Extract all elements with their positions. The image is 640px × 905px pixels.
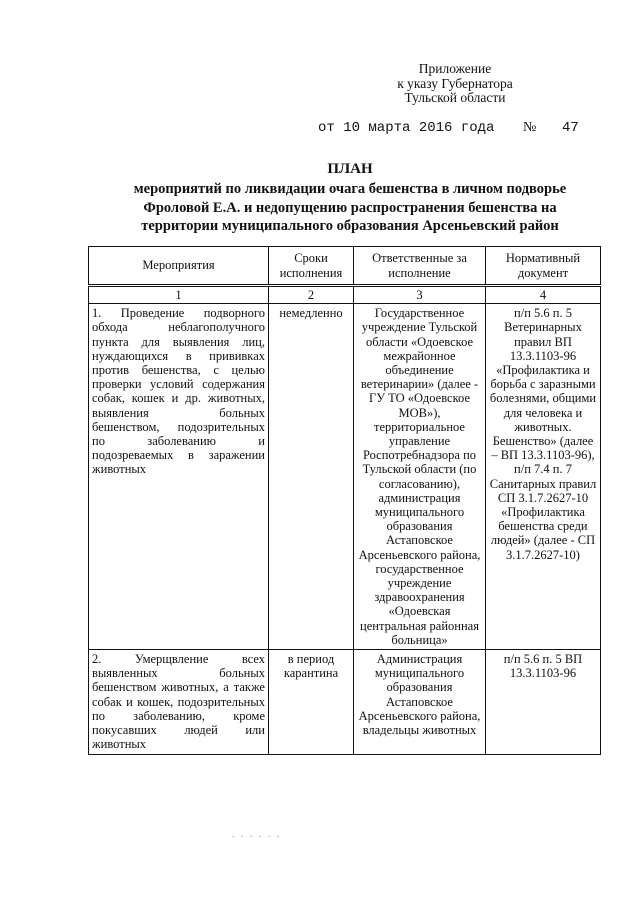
table-number-row — [89, 286, 601, 304]
column-number-3: 3 — [354, 286, 486, 304]
row-responsible: Государственное учреждение Тульской области «Одоевское межрайонное объединение ветеринарии» (далее - ГУ ТО «Одоевское МОВ»), территориальное управление Роспотребнадзора по Тульской области (по согласованию), администрация муниципального образования Астаповское Арсеньевского района, государственное учреждение здравоохранения «Одоевская центральная районная больница» — [354, 304, 486, 650]
subtitle-line-2: Фроловой Е.А. и недопущению распространения бешенства на — [143, 199, 557, 216]
table-header-row — [89, 247, 601, 286]
subtitle-line-1: мероприятий по ликвидации очага бешенства в личном подворье — [133, 181, 567, 197]
decree-number: 47 — [562, 120, 579, 136]
appendix-line-1: Приложение — [418, 61, 492, 76]
header-deadline: Сроки исполнения — [269, 247, 354, 286]
row-responsible: Администрация муниципального образования Астаповское Арсеньевского района, владельцы животных — [354, 650, 486, 754]
appendix-line-3: Тульской области — [404, 90, 506, 105]
plan-table — [88, 246, 601, 755]
row-measure: 2. Умерщвление всех выявленных больных бешенством животных, а также собак и кошек, подозрительных по заболеванию, кроме покусавших людей или животных — [89, 650, 269, 754]
column-number-4: 4 — [486, 286, 601, 304]
document-title: ПЛАН — [327, 161, 373, 177]
row-deadline: немедленно — [269, 304, 354, 650]
decree-dateline — [318, 120, 588, 136]
number-sign: № — [523, 120, 537, 135]
subtitle-line-3: территории муниципального образования Арсеньевский район — [141, 218, 559, 234]
row-document: п/п 5.6 п. 5 Ветеринарных правил ВП 13.3.1103-96 «Профилактика и борьба с заразными болезнями, общими для человека и животных. Бешенство» (далее – ВП 13.3.1103-96), п/п 7.4 п. 7 Санитарных правил СП 3.1.7.2627-10 «Профилактика бешенства среди людей» (далее - СП 3.1.7.2627-10) — [486, 304, 601, 650]
appendix-line-2: к указу Губернатора — [397, 75, 513, 91]
table-row — [89, 650, 601, 754]
header-measures: Мероприятия — [89, 247, 269, 286]
column-number-2: 2 — [269, 286, 354, 304]
table-row — [89, 304, 601, 650]
appendix-block — [380, 62, 530, 106]
header-document: Нормативный документ — [486, 247, 601, 286]
column-number-1: 1 — [89, 286, 269, 304]
row-measure: 1. Проведение подворного обхода неблагополучного пункта для выявления лиц, нуждающихся в прививках против бешенства, с целью проверки условий содержания собак, кошек и др. животных, выявления больных бешенством, подозрительных по заболеванию и подозреваемых в заражении животных — [89, 304, 269, 650]
header-responsible: Ответственные за исполнение — [354, 247, 486, 286]
row-deadline: в период карантина — [269, 650, 354, 754]
document-subtitle — [60, 180, 640, 236]
scan-artifact-dots: . . . . . . — [232, 829, 282, 840]
decree-date: от 10 марта 2016 года — [318, 120, 495, 136]
row-document: п/п 5.6 п. 5 ВП 13.3.1103-96 — [486, 650, 601, 754]
